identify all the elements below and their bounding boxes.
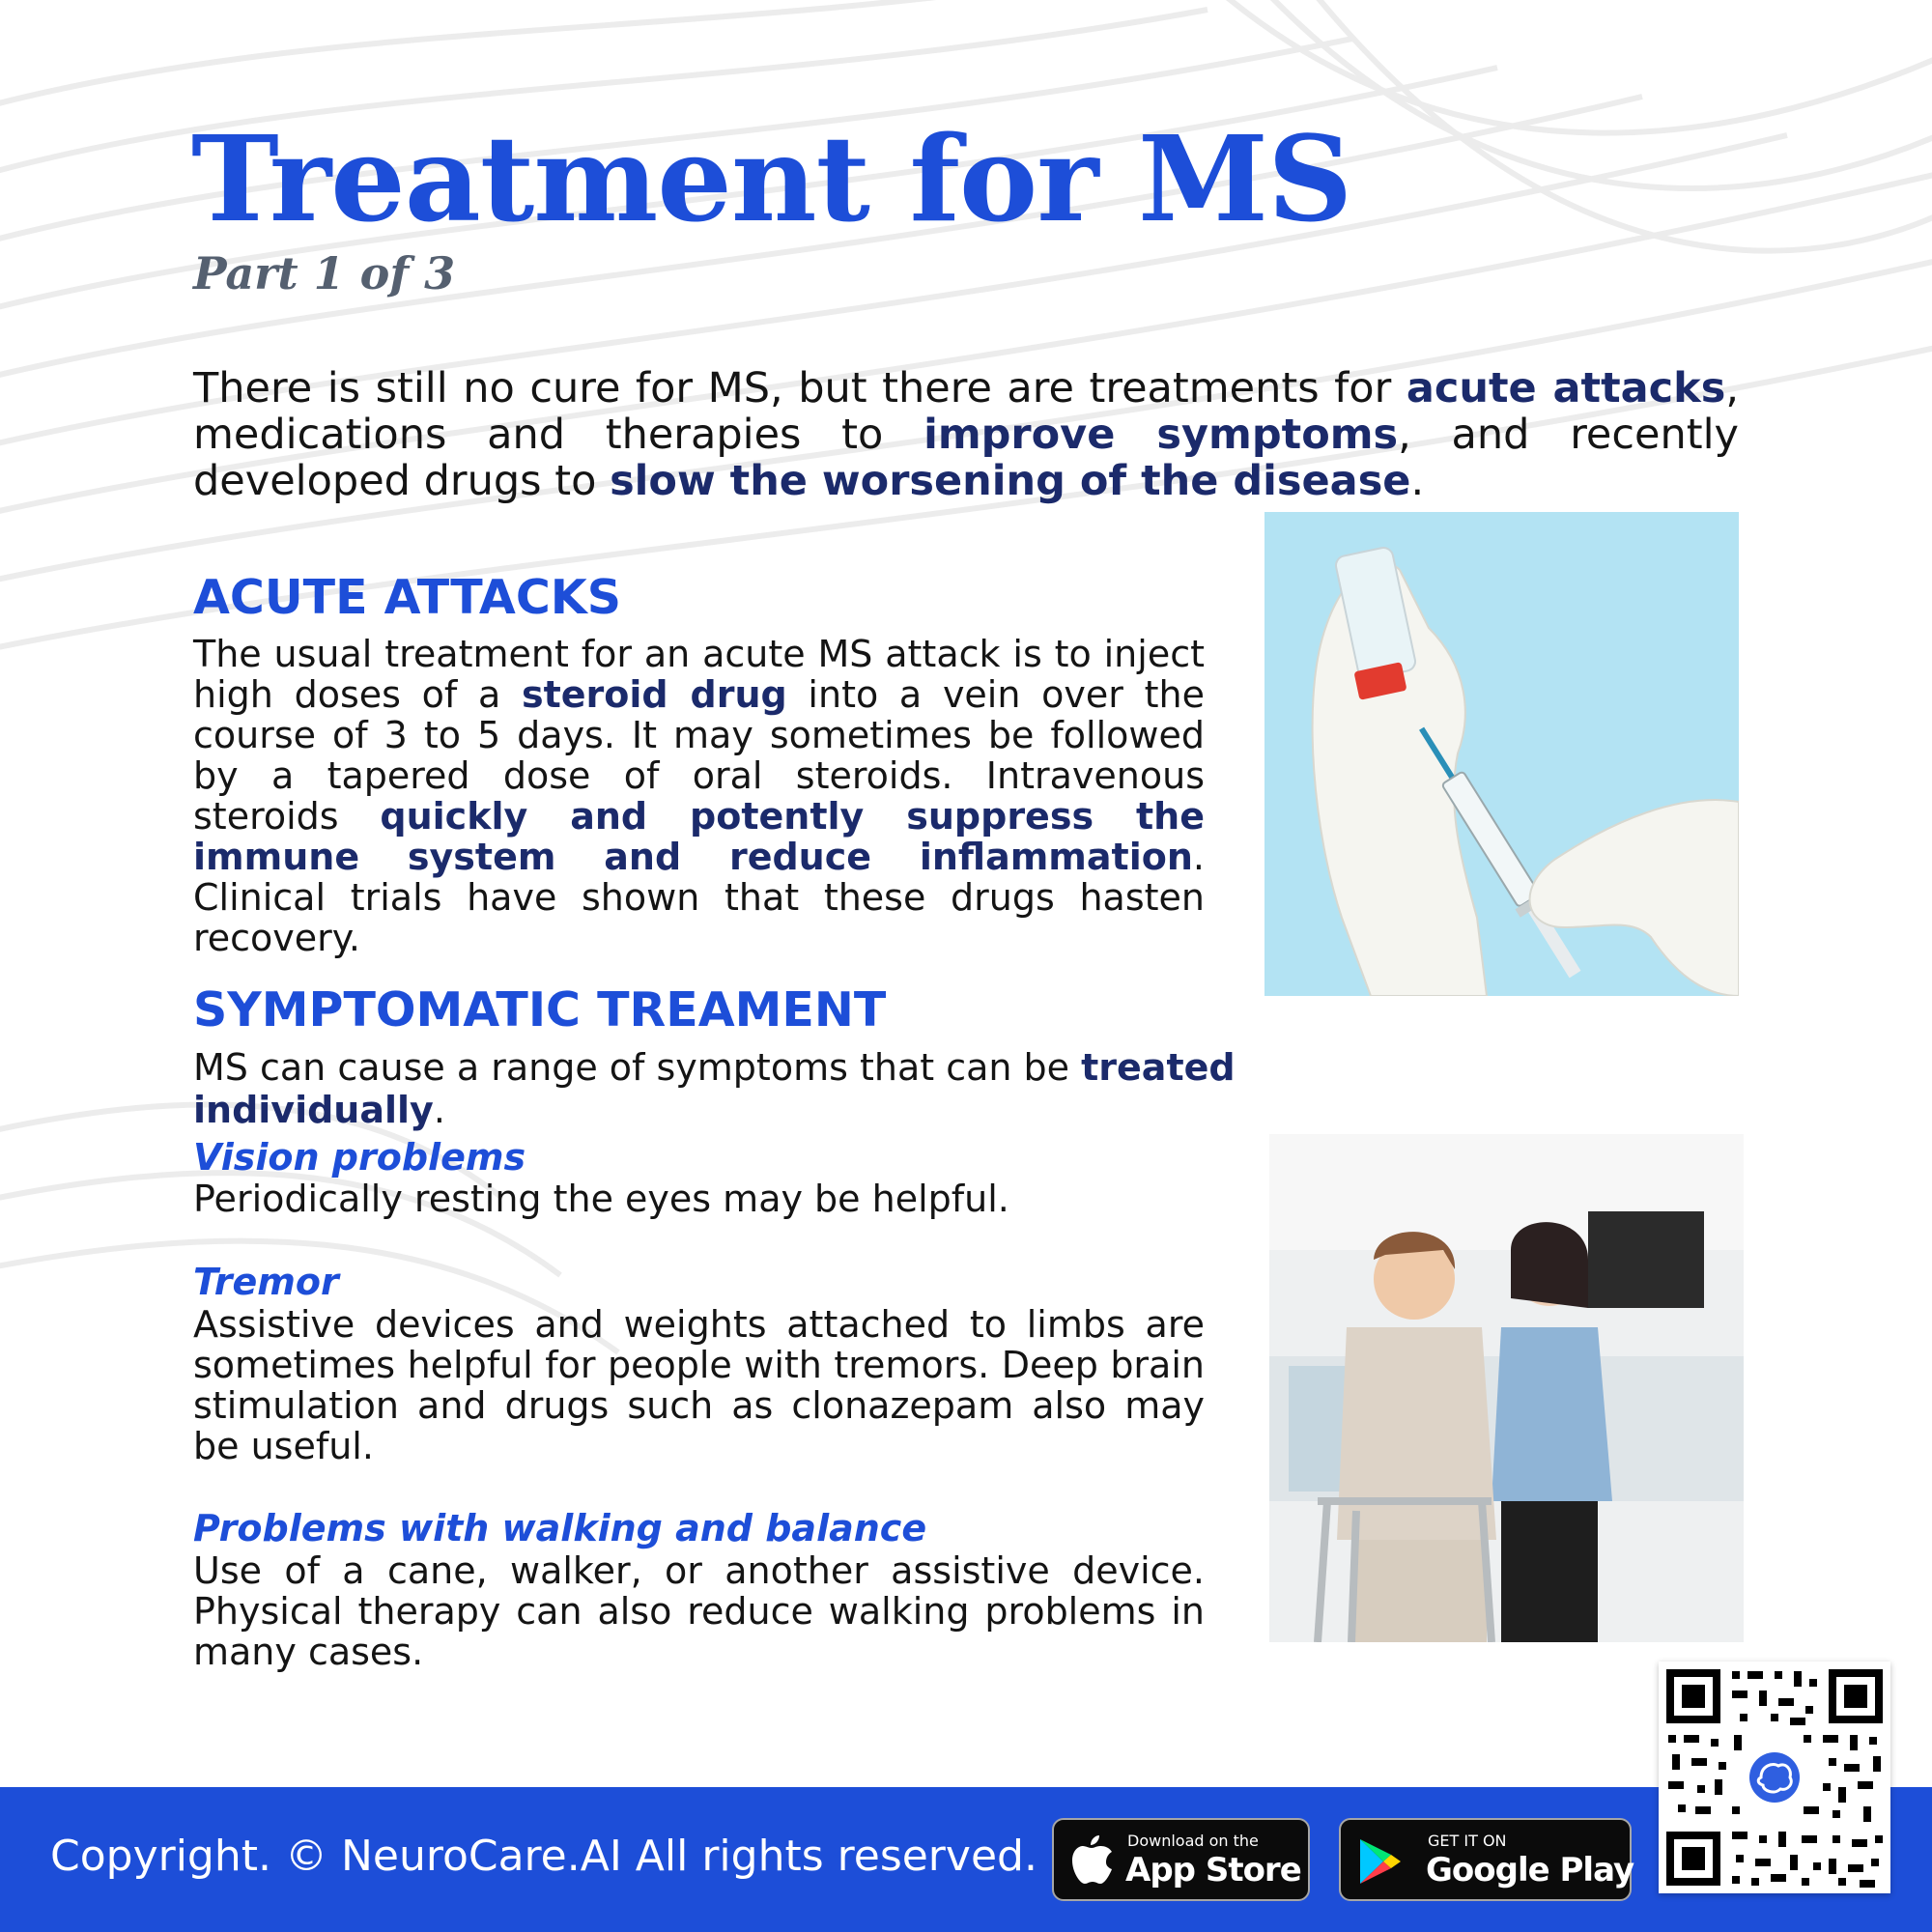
symptomatic-heading: SYMPTOMATIC TREAMENT	[193, 982, 887, 1037]
intro-paragraph: There is still no cure for MS, but there are treatments for acute attacks, medications and therapies to improve symptoms, and recently developed drugs to slow the worsening of the disease.	[193, 364, 1739, 505]
highlight-steroid-drug: steroid drug	[522, 673, 787, 716]
app-store-small-label: Download on the	[1127, 1832, 1259, 1850]
app-store-button[interactable]	[1052, 1818, 1310, 1901]
highlight-slow-worsening: slow the worsening of the disease	[610, 457, 1411, 505]
page-subtitle: Part 1 of 3	[193, 247, 456, 299]
walking-balance-text: Use of a cane, walker, or another assistive device. Physical therapy can also reduce walking problems in many cases.	[193, 1549, 1205, 1673]
google-play-small-label: GET IT ON	[1428, 1832, 1507, 1850]
google-play-icon	[1358, 1837, 1403, 1886]
highlight-treated-individually: treated individually	[193, 1046, 1236, 1131]
symptomatic-text: MS can cause a range of symptoms that can be treated individually.	[193, 1046, 1236, 1131]
highlight-suppress-immune: quickly and potently suppress the immune system and reduce inflammation	[193, 795, 1205, 878]
google-play-label: Google Play	[1426, 1851, 1634, 1889]
walking-balance-heading: Problems with walking and balance	[193, 1507, 927, 1549]
copyright-text: Copyright. © NeuroCare.AI All rights reserved.	[50, 1832, 1037, 1881]
app-store-label: App Store	[1125, 1851, 1301, 1889]
acute-attacks-heading: ACUTE ATTACKS	[193, 570, 622, 625]
vision-problems-heading: Vision problems	[193, 1136, 526, 1179]
highlight-acute-attacks: acute attacks	[1406, 364, 1726, 412]
vision-problems-text: Periodically resting the eyes may be helpful.	[193, 1178, 1009, 1220]
tremor-heading: Tremor	[193, 1261, 339, 1303]
highlight-improve-symptoms: improve symptoms	[923, 411, 1399, 459]
page-title: Treatment for MS	[191, 109, 1352, 248]
tremor-text: Assistive devices and weights attached to limbs are sometimes helpful for people with tremors. Deep brain stimulation and drugs such as clonazepam also may be useful.	[193, 1303, 1205, 1467]
qr-code[interactable]	[1659, 1662, 1890, 1893]
brain-logo-icon	[1749, 1752, 1800, 1803]
apple-icon	[1071, 1835, 1114, 1886]
walker-therapy-photo	[1269, 1134, 1744, 1642]
acute-attacks-text: The usual treatment for an acute MS attack is to inject high doses of a steroid drug into a vein over the course of 3 to 5 days. It may sometimes be followed by a tapered dose of oral steroids. Intravenous steroids quickly and potently suppress the immune system and reduce inflammation. Clinical trials have shown that these drugs hasten recovery.	[193, 633, 1205, 959]
google-play-button[interactable]	[1339, 1818, 1632, 1901]
injection-photo	[1264, 512, 1739, 996]
